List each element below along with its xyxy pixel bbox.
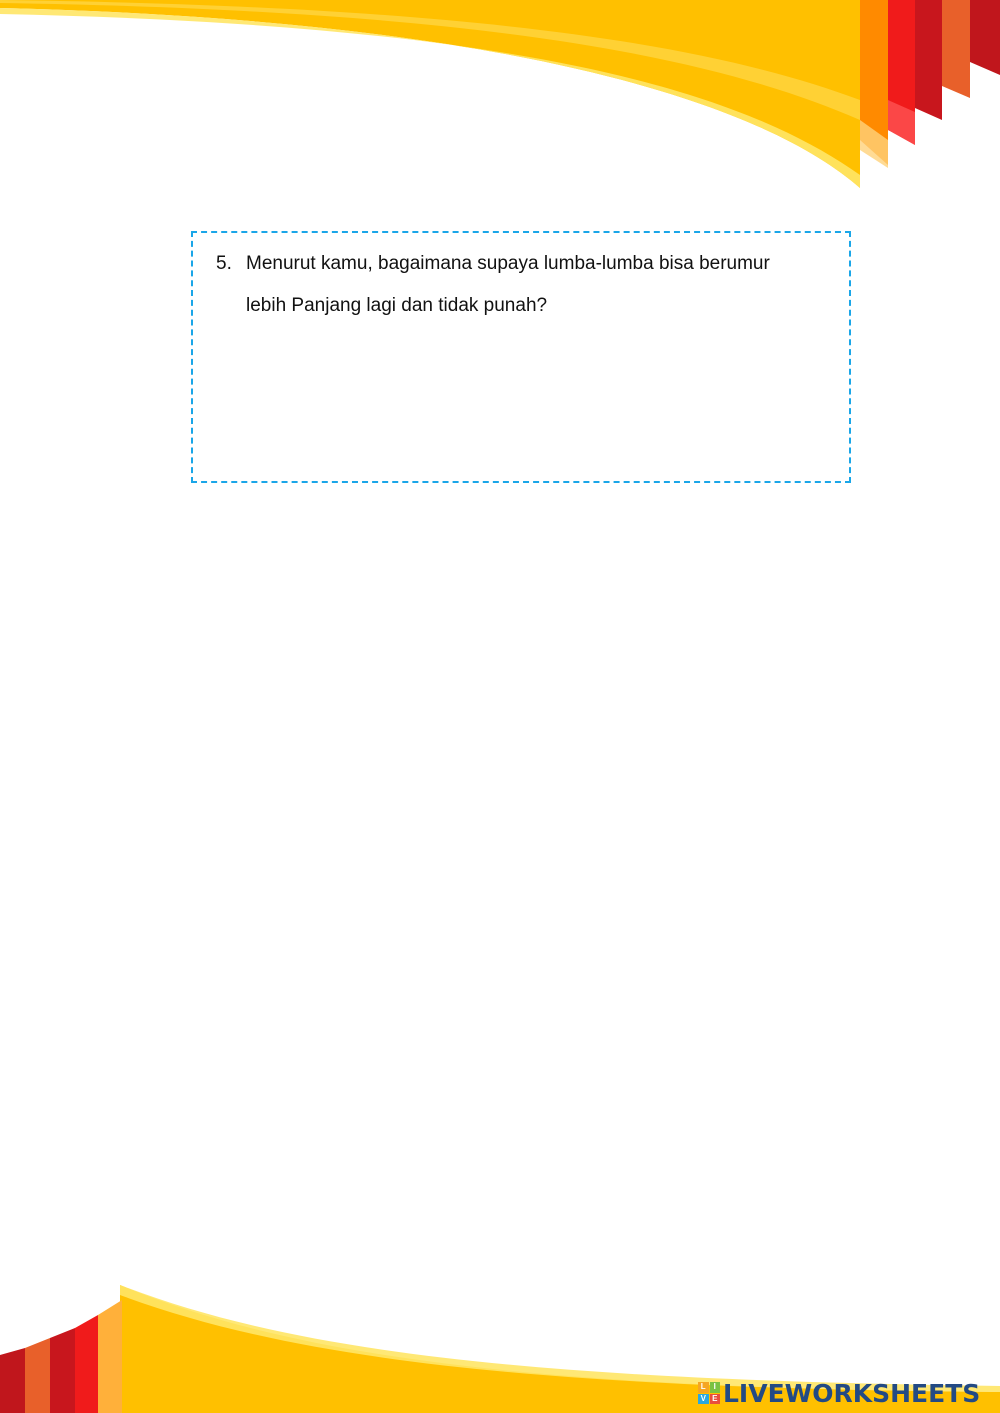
question-box <box>191 231 851 483</box>
question-number: 5. <box>216 253 232 274</box>
question-item <box>216 243 829 327</box>
brand-name: LIVEWORKSHEETS <box>723 1378 981 1408</box>
liveworksheets-logo <box>698 1378 980 1408</box>
question-text <box>246 243 829 327</box>
question-line: Menurut kamu, bagaimana supaya lumba-lumba bisa berumur <box>246 253 770 274</box>
question-line: lebih Panjang lagi dan tidak punah? <box>246 295 548 316</box>
top-decorative-banner <box>0 0 1000 200</box>
liveworksheets-logo-icon: L I V E <box>698 1382 720 1404</box>
